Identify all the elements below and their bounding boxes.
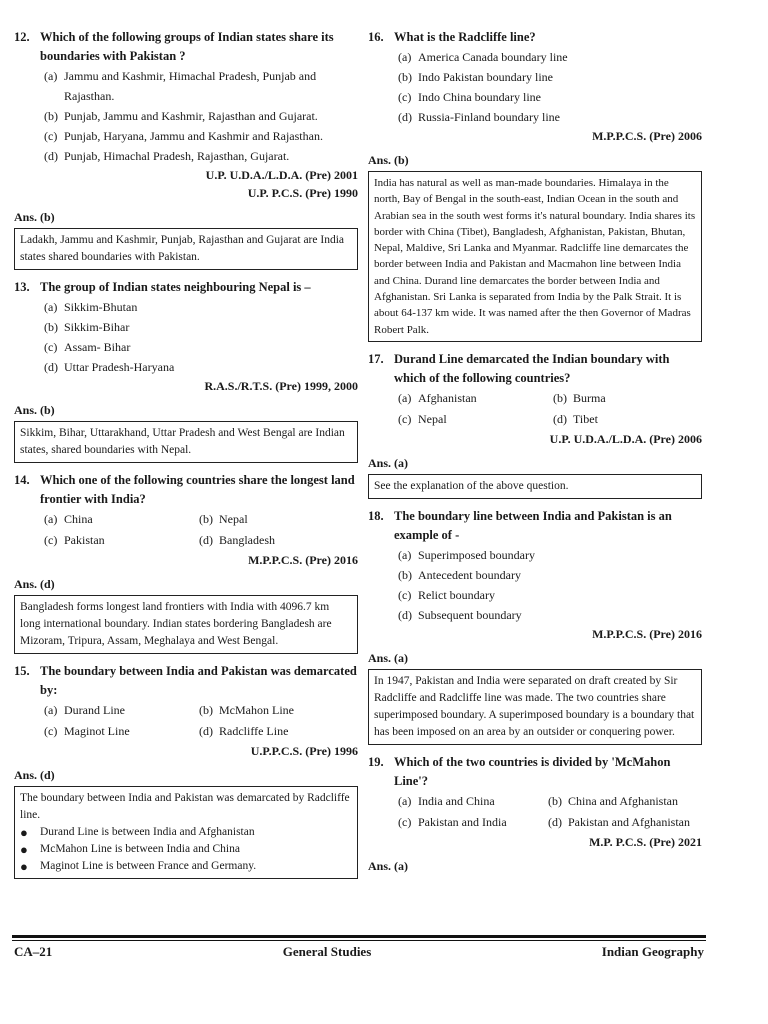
answer-label: Ans. (a) [368, 858, 409, 873]
left-column [14, 28, 358, 887]
option-c: (c) Pakistan [44, 533, 105, 547]
explanation-box: India has natural as well as man-made boundaries. Himalaya in the north, Bay of Bengal in the south-east, Indian Ocean in the south and Arabian sea in the south west forms it's natural boundary. India shares its border with China (Tibet), Bangladesh, Afghanistan, Pakistan, Bhutan, Nepal, Maldive, Sri Lanka and Myanmar. Radcliffe line demarcates the border between India and Pakistan and Macmahon line between India and China. Durand line demarcates the border between India and Afghanistan. Sri Lanka is separated from India by the Palk Strait. It is about 64-137 km wide. It was named after the then Governor of Madras Robert Palk. [368, 171, 702, 342]
option-a: (a) Durand Line [44, 703, 125, 717]
answer-label: Ans. (a) [368, 455, 409, 470]
exam-source: U.P. P.C.S. (Pre) 1990 [247, 186, 358, 200]
question-number: 15. [14, 664, 30, 678]
question-text: The group of Indian states neighbouring Nepal is – [40, 280, 311, 294]
exam-source: M.P. P.C.S. (Pre) 2021 [589, 834, 702, 849]
question-text: What is the Radcliffe line? [394, 30, 536, 44]
right-column [368, 28, 702, 879]
answer-label: Ans. (b) [14, 403, 55, 417]
explanation-box: Sikkim, Bihar, Uttarakhand, Uttar Pradesh and West Bengal are Indian states, shared boundaries with Nepal. [14, 421, 358, 463]
options-list [44, 297, 358, 377]
option-d: (d) Tibet [553, 411, 598, 426]
options-grid [398, 388, 702, 430]
answer-label: Ans. (b) [14, 210, 55, 224]
explanation-box: See the explanation of the above question. [368, 474, 702, 499]
footer-section: Indian Geography [601, 944, 704, 959]
question-number: 19. [368, 754, 384, 769]
explanation-box: Bangladesh forms longest land frontiers with India with 4096.7 km long international boundary. Indian states bordering Bangladesh are Mizoram, Tripura, Assam, Meghalaya and West Bengal. [14, 595, 358, 654]
exam-source: M.P.P.C.S. (Pre) 2016 [592, 626, 702, 641]
exam-source: U.P. U.D.A./L.D.A. (Pre) 2001 [205, 168, 358, 182]
options-list [44, 66, 358, 166]
option-d: (d) Bangladesh [199, 533, 275, 547]
option-c: (c) Nepal [398, 411, 447, 426]
exam-source: M.P.P.C.S. (Pre) 2006 [592, 129, 702, 143]
bullet-list [20, 824, 352, 875]
question-number: 13. [14, 280, 30, 294]
exam-source: M.P.P.C.S. (Pre) 2016 [248, 553, 358, 567]
option-a: (a) Jammu and Kashmir, Himachal Pradesh, Punjab and Rajasthan. [44, 69, 317, 103]
question-number: 16. [368, 30, 384, 44]
options-grid [44, 509, 358, 551]
option-d: (d) Subsequent boundary [398, 607, 522, 622]
options-list [398, 545, 702, 625]
question-number: 17. [368, 351, 384, 366]
question-text: Durand Line demarcated the Indian boundary with which of the following countries? [394, 351, 670, 385]
option-b: (b) Antecedent boundary [398, 567, 521, 582]
question-14 [14, 471, 358, 654]
explanation-text: The boundary between India and Pakistan was demarcated by Radcliffe line. [20, 792, 350, 821]
option-b: (b) Burma [553, 390, 606, 405]
option-b: (b) Nepal [199, 512, 248, 526]
footer-rule [12, 935, 706, 938]
bullet-icon: ● [20, 859, 28, 874]
option-a: (a) America Canada boundary line [398, 50, 568, 64]
option-a: (a) China [44, 512, 93, 526]
footer-rule [12, 940, 706, 941]
question-text: The boundary between India and Pakistan was demarcated by: [40, 664, 357, 697]
question-text: Which one of the following countries share the longest land frontier with India? [40, 473, 355, 506]
question-12 [14, 28, 358, 270]
option-d: (d) Pakistan and Afghanistan [548, 814, 690, 829]
option-b: (b) Sikkim-Bihar [44, 320, 130, 334]
option-c: (c) Pakistan and India [398, 814, 507, 829]
bullet-icon: ● [20, 825, 28, 840]
option-c: (c) Indo China boundary line [398, 90, 541, 104]
question-15 [14, 662, 358, 879]
question-number: 14. [14, 473, 30, 487]
explanation-box: In 1947, Pakistan and India were separated on draft created by Sir Radcliffe and Radcliffe line was made. The two countries share superimposed boundary. A superimposed boundary is a boundary that has been imposed on an area by an outsider or conquering power. [368, 669, 702, 745]
option-d: (d) Russia-Finland boundary line [398, 110, 560, 124]
footer-subject: General Studies [282, 944, 372, 959]
option-b: (b) Indo Pakistan boundary line [398, 70, 553, 84]
option-b: (b) China and Afghanistan [548, 793, 678, 808]
option-d: (d) Uttar Pradesh-Haryana [44, 360, 175, 374]
option-a: (a) India and China [398, 793, 495, 808]
exam-source: U.P. U.D.A./L.D.A. (Pre) 2006 [549, 431, 702, 446]
options-grid [398, 791, 702, 833]
option-c: (c) Assam- Bihar [44, 340, 131, 354]
question-17 [368, 350, 702, 499]
bullet-item: ● Durand Line is between India and Afghanistan [20, 825, 255, 840]
exam-source: U.P.P.C.S. (Pre) 1996 [250, 744, 358, 758]
question-number: 12. [14, 30, 30, 44]
options-grid [44, 700, 358, 742]
bullet-item: ● McMahon Line is between India and China [20, 842, 240, 857]
question-18 [368, 507, 702, 745]
question-19 [368, 753, 702, 875]
option-c: (c) Maginot Line [44, 724, 130, 738]
question-number: 18. [368, 508, 384, 523]
question-13 [14, 278, 358, 463]
option-b: (b) Punjab, Jammu and Kashmir, Rajasthan and Gujarat. [44, 109, 318, 123]
bullet-item: ● Maginot Line is between France and Germany. [20, 859, 257, 874]
explanation-box: Ladakh, Jammu and Kashmir, Punjab, Rajasthan and Gujarat are India states shared boundaries with Pakistan. [14, 228, 358, 270]
option-d: (d) Punjab, Himachal Pradesh, Rajasthan, Gujarat. [44, 149, 290, 163]
option-a: (a) Superimposed boundary [398, 547, 535, 562]
explanation-box [14, 786, 358, 879]
exam-source: R.A.S./R.T.S. (Pre) 1999, 2000 [204, 379, 358, 393]
page-footer [14, 944, 704, 960]
options-list [398, 47, 702, 127]
option-c: (c) Punjab, Haryana, Jammu and Kashmir and Rajasthan. [44, 129, 323, 143]
option-b: (b) McMahon Line [199, 703, 294, 717]
answer-label: Ans. (d) [14, 577, 55, 591]
option-a: (a) Afghanistan [398, 390, 477, 405]
option-d: (d) Radcliffe Line [199, 724, 289, 738]
option-a: (a) Sikkim-Bhutan [44, 300, 138, 314]
question-text: The boundary line between India and Pakistan is an example of - [394, 508, 672, 542]
page-number: CA–21 [14, 944, 53, 959]
question-text: Which of the following groups of Indian states share its boundaries with Pakistan ? [40, 30, 334, 63]
answer-label: Ans. (b) [368, 153, 409, 167]
option-c: (c) Relict boundary [398, 587, 495, 602]
bullet-icon: ● [20, 842, 28, 857]
answer-label: Ans. (a) [368, 650, 409, 665]
question-text: Which of the two countries is divided by 'McMahon Line'? [394, 754, 671, 788]
answer-label: Ans. (d) [14, 768, 55, 782]
question-16 [368, 28, 702, 342]
